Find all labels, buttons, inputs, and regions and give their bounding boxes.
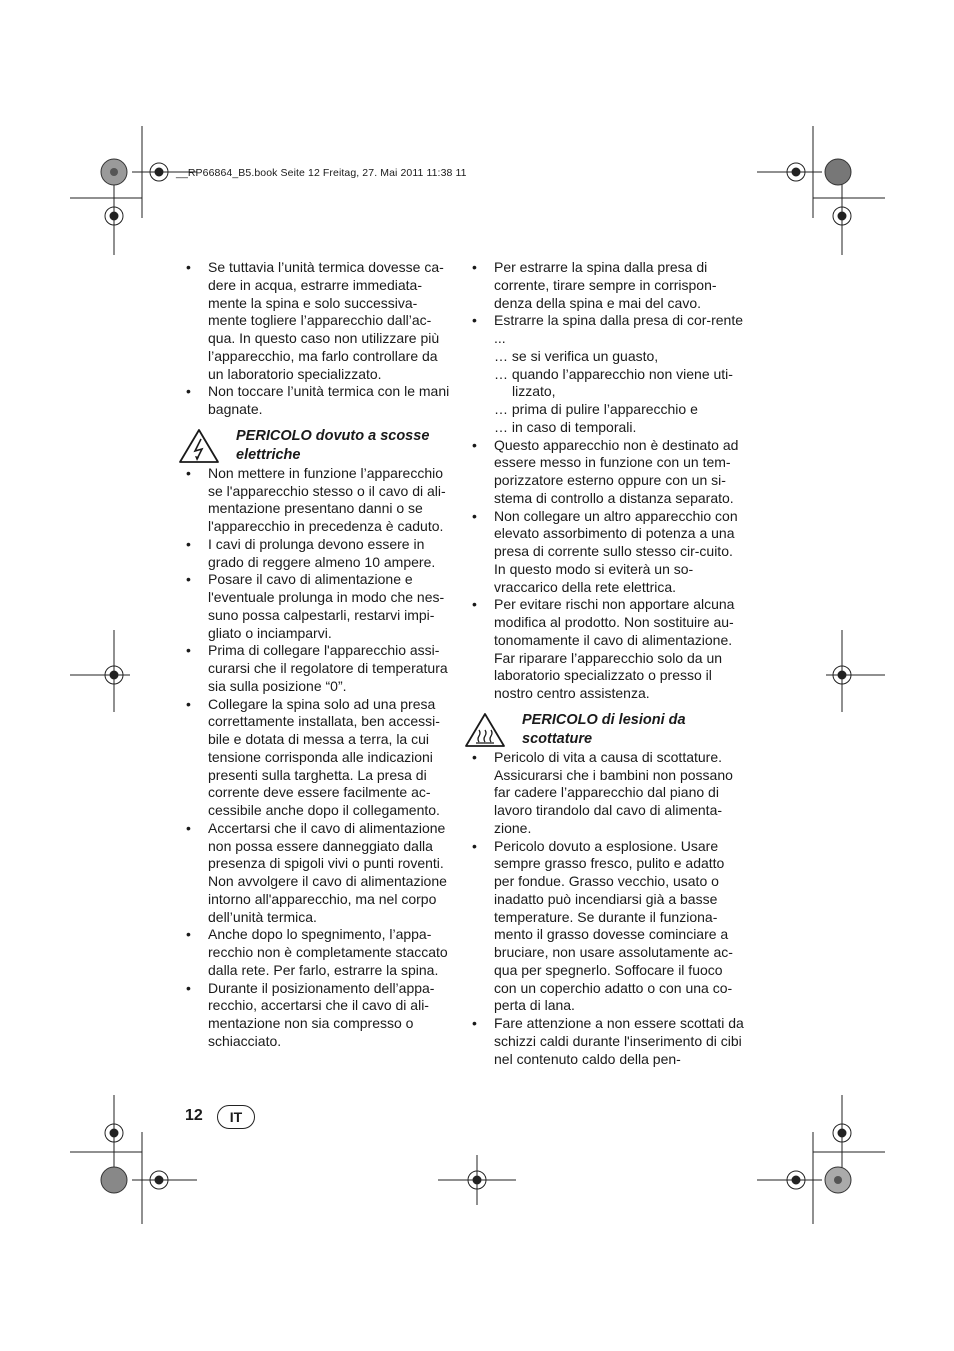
list-item: • Durante il posizionamento dell’appa-recchio, accertarsi che il cavo di ali-mentazione non sia compresso o schiacciato. [186, 979, 435, 1049]
list-item: • I cavi di prolunga devono essere in grado di reggere almeno 10 ampere. [186, 535, 436, 570]
bullet: • [186, 642, 191, 659]
electric-shock-warning-icon [178, 428, 220, 464]
bullet: • [472, 436, 477, 453]
list-item: • Non toccare l’unità termica con le mani bagnate. [186, 383, 450, 417]
bullet: • [472, 259, 477, 275]
warning-title: PERICOLO dovuto a scosse elettriche [236, 427, 430, 463]
list-item: • Per estrarre la spina dalla presa di corrente, tirare sempre in corrispon-denza della spina e mai del cavo. [472, 259, 717, 311]
list-item: • Fare attenzione a non essere scottati da schizzi caldi durante l'inserimento di cibi nel contenuto caldo della pen- [472, 1015, 744, 1067]
sub-item: … se si verifica un guasto, [494, 347, 659, 364]
list-item: • Se tuttavia l’unità termica dovesse ca-dere in acqua, estrarre immediata-mente la spina e solo successiva-mente togliere l’apparecchio dall’ac-qua. In questo caso non utilizzare più l’apparecchio, ma farlo controllare da un laboratorio specializzato. [186, 259, 444, 382]
burn-warning-heading [472, 711, 744, 749]
bullet: • [186, 535, 191, 552]
bullet: • [186, 464, 191, 481]
hot-surface-warning-icon [464, 712, 506, 748]
bullet: • [186, 819, 191, 836]
warning-title: PERICOLO di lesioni da scottature [522, 711, 686, 747]
bullet: • [186, 259, 191, 275]
list-item: • Anche dopo lo spegnimento, l’appa-recchio non è completamente staccato dalla rete. Per farlo, estrarre la spina. [186, 926, 448, 978]
bullet: • [472, 507, 477, 524]
list-item: • Per evitare rischi non apportare alcuna modifica al prodotto. Non sostituire au-tonomamente il cavo di alimentazione. Far riparare l’apparecchio solo da un laboratorio specializzato o presso il nostro centro assistenza. [472, 596, 735, 701]
sub-item: … quando l’apparecchio non viene uti-lizzato, [494, 365, 733, 400]
bullet: • [472, 837, 477, 854]
bullet: • [472, 1015, 477, 1031]
bullet: • [186, 926, 191, 943]
list-item: • Pericolo di vita a causa di scottature. Assicurarsi che i bambini non possano far cadere l’apparecchio dal piano di lavoro tirandolo dal cavo di alimenta-zione. [472, 748, 733, 836]
safety-list-b [186, 465, 456, 1051]
safety-list-d [472, 749, 744, 1069]
bullet: • [186, 695, 191, 712]
list-item: • Prima di collegare l'apparecchio assi-curarsi che il regolatore di temperatura sia sulla posizione “0”. [186, 642, 448, 694]
list-item: • Non mettere in funzione l’apparecchio se l'apparecchio stesso o il cavo di ali-mentazione presentano danni o se l'apparecchio in precedenza è caduto. [186, 464, 446, 534]
list-item: • Non collegare un altro apparecchio con elevato assorbimento di potenza a una presa di corrente sullo stesso cir-cuito. In questo modo si eviterà un so-vraccarico della rete elettrica. [472, 507, 738, 595]
language-badge: IT [217, 1105, 255, 1129]
list-item: • Posare il cavo di alimentazione e l'eventuale prolunga in modo che nes-suno possa calpestarli, restarvi impi-gliato o inciamparvi. [186, 571, 445, 641]
sub-item: … prima di pulire l’apparecchio e [494, 401, 698, 417]
bullet: • [186, 383, 191, 400]
sub-item: … in caso di temporali. [494, 418, 637, 435]
list-item: • Pericolo dovuto a esplosione. Usare sempre grasso fresco, pulito e adatto per fondue. Grasso vecchio, usato o inadatto può incendiarsi già a basse temperature. Se durante il funziona-mento il grasso dovesse cominciare a bruciare, non usare assolutamente ac-qua per spegnerlo. Soffocare il fuoco con un coperchio adatto o con una co-perta di lana. [472, 837, 733, 1014]
list-item: • Accertarsi che il cavo di alimentazione non possa essere danneggiato dalla presenza di spigoli vivi o punti roventi. Non avvolgere il cavo di alimentazione intorno all'apparecchio, ma nel corpo dell’unità termica. [186, 819, 447, 925]
safety-list-c [472, 259, 744, 703]
print-header: __RP66864_B5.book Seite 12 Freitag, 27. Mai 2011 11:38 11 [176, 167, 467, 179]
list-item: • Collegare la spina solo ad una presa correttamente installata, ben accessi-bile e dotata di messa a terra, la cui tensione corrisponda alle indicazioni presenti sulla targhetta. La presa di corrente deve essere facilmente ac-cessibile anche dopo il collegamento. [186, 695, 440, 818]
list-item: • Questo apparecchio non è destinato ad essere messo in funzione con un tem-porizzatore esterno oppure con un si-stema di controllo a distanza separato. [472, 436, 739, 506]
page-number: 12 [185, 1107, 203, 1124]
bullet: • [186, 979, 191, 996]
bullet: • [186, 571, 191, 588]
electric-warning-heading [186, 427, 456, 465]
bullet: • [472, 748, 477, 765]
list-item: • Estrarre la spina dalla presa di cor-rente ... … se si verifica un guasto, … quando l’apparecchio non viene uti-lizzato, … prima di pulire l’apparecchio e … in caso di temporali. [472, 312, 744, 435]
safety-list-a [186, 259, 456, 419]
left-column [186, 259, 456, 1051]
bullet: • [472, 596, 477, 613]
right-column [472, 259, 744, 1068]
bullet: • [472, 312, 477, 329]
